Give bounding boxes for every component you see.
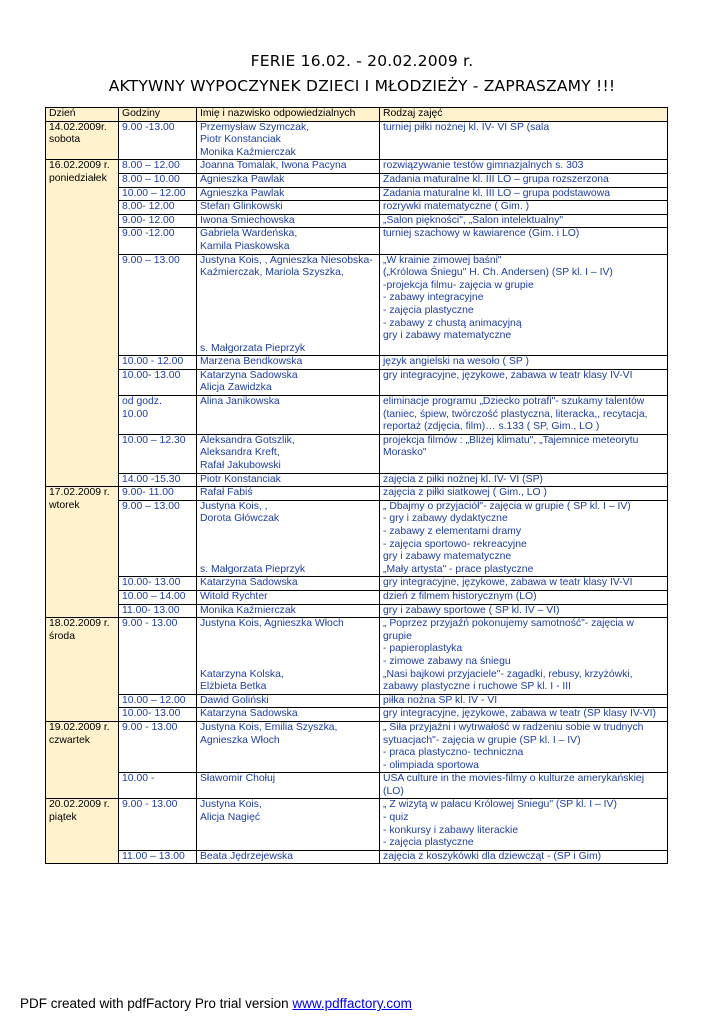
schedule-table	[45, 107, 668, 864]
header-row	[46, 108, 668, 122]
hours-cell: 10.00 – 12.30	[119, 434, 197, 473]
day-cell: 17.02.2009 r. wtorek	[46, 487, 119, 618]
day-cell: 20.02.2009 r. piątek	[46, 799, 119, 864]
names-cell: Gabriela Wardeńska, Kamila Piaskowska	[197, 228, 380, 254]
activity-cell: projekcja filmów : „Bliżej klimatu", „Tajemnice meteorytu Morasko"	[380, 434, 668, 473]
activity-cell: „ Z wizytą w pałacu Królowej Śniegu" (SP kl. I – IV) - quiz - konkursy i zabawy literackie - zajęcia plastyczne	[380, 799, 668, 850]
hours-cell: 10.00- 13.00	[119, 577, 197, 591]
table-row	[46, 369, 668, 395]
names-cell: Rafał Fabiś	[197, 487, 380, 501]
table-row	[46, 590, 668, 604]
hours-cell: 8.00 – 10.00	[119, 173, 197, 187]
activity-cell: eliminacje programu „Dziecko potrafi"- szukamy talentów (taniec, śpiew, twórczość plastyczna, literacka,, recytacja, reportaż (zdjęcia, film)… s.133 ( SP, Gim., LO )	[380, 396, 668, 435]
names-cell: Dawid Goliński	[197, 694, 380, 708]
table-row	[46, 201, 668, 215]
names-cell: Justyna Kois, Alicja Nagięć	[197, 799, 380, 850]
names-cell: Marzena Bendkowska	[197, 356, 380, 370]
table-row	[46, 708, 668, 722]
activity-cell: piłka nożna SP kl. IV - VI	[380, 694, 668, 708]
pdf-footer	[20, 996, 412, 1011]
header-activity: Rodzaj zajęć	[380, 108, 668, 122]
hours-cell: 9.00 - 13.00	[119, 721, 197, 772]
names-cell: Justyna Kois, Emilia Szyszka, Agnieszka Włoch	[197, 721, 380, 772]
hours-cell: 9.00 – 13.00	[119, 254, 197, 356]
names-cell: Agnieszka Pawlak	[197, 187, 380, 201]
hours-cell: 10.00 -	[119, 773, 197, 799]
hours-cell: 11.00- 13.00	[119, 604, 197, 618]
table-row	[46, 850, 668, 864]
hours-cell: 9.00 -13.00	[119, 121, 197, 160]
table-row	[46, 773, 668, 799]
header-names: Imię i nazwisko odpowiedzialnych	[197, 108, 380, 122]
table-row	[46, 577, 668, 591]
activity-cell: rozrywki matematyczne ( Gim. )	[380, 201, 668, 215]
activity-cell: „ Dbajmy o przyjaciół"- zajęcia w grupie ( SP kl. I – IV) - gry i zabawy dydaktyczne - zabawy z elementami dramy - zajęcia sportowo- rekreacyjne gry i zabawy matematyczne „Mały artysta" - prace plastyczne	[380, 500, 668, 577]
activity-cell: zajęcia z piłki nożnej kl. IV- VI (SP)	[380, 473, 668, 487]
page-title: FERIE 16.02. - 20.02.2009 r.	[250, 52, 474, 70]
names-cell: Joanna Tomalak, Iwona Pacyna	[197, 160, 380, 174]
table-row	[46, 721, 668, 772]
table-row	[46, 254, 668, 356]
activity-cell: gry integracyjne, językowe, zabawa w teatr klasy IV-VI	[380, 369, 668, 395]
hours-cell: 8.00- 12.00	[119, 201, 197, 215]
table-row	[46, 187, 668, 201]
table-row	[46, 121, 668, 160]
activity-cell: „ Poprzez przyjaźń pokonujemy samotność"- zajęcia w grupie - papieroplastyka - zimowe zabawy na śniegu „Nasi bajkowi przyjaciele"- zagadki, rebusy, krzyżówki, zabawy plastyczne i ruchowe SP kl. I - III	[380, 618, 668, 695]
table-row	[46, 214, 668, 228]
page-subtitle: AKTYWNY WYPOCZYNEK DZIECI I MŁODZIEŻY - ZAPRASZAMY !!!	[108, 77, 616, 95]
header-day: Dzień	[46, 108, 119, 122]
names-cell: Sławomir Chołuj	[197, 773, 380, 799]
table-row	[46, 487, 668, 501]
table-row	[46, 434, 668, 473]
table-row	[46, 473, 668, 487]
names-cell: Monika Kaźmierczak	[197, 604, 380, 618]
table-row	[46, 228, 668, 254]
activity-cell: USA culture in the movies-filmy o kulturze amerykańskiej (LO)	[380, 773, 668, 799]
table-row	[46, 799, 668, 850]
activity-cell: zajęcia z piłki siatkowej ( Gim., LO )	[380, 487, 668, 501]
activity-cell: dzień z filmem historycznym (LO)	[380, 590, 668, 604]
names-cell: Justyna Kois, , Agnieszka Niesobska- Kaźmierczak, Mariola Szyszka, s. Małgorzata Pieprzyk	[197, 254, 380, 356]
table-row	[46, 500, 668, 577]
hours-cell: 10.00 - 12.00	[119, 356, 197, 370]
names-cell: Katarzyna Sadowska	[197, 577, 380, 591]
footer-text: PDF created with pdfFactory Pro trial version	[20, 996, 293, 1011]
activity-cell: zajęcia z koszykówki dla dziewcząt - (SP i Gim)	[380, 850, 668, 864]
activity-cell: gry integracyjne, językowe, zabawa w teatr (SP klasy IV-VI)	[380, 708, 668, 722]
hours-cell: 9.00 - 13.00	[119, 618, 197, 695]
names-cell: Przemysław Szymczak, Piotr Konstanciak Monika Kaźmierczak	[197, 121, 380, 160]
table-row	[46, 173, 668, 187]
hours-cell: 11.00 – 13.00	[119, 850, 197, 864]
activity-cell: gry i zabawy sportowe ( SP kl. IV – VI)	[380, 604, 668, 618]
hours-cell: 9.00 - 13.00	[119, 799, 197, 850]
names-cell: Beata Jędrzejewska	[197, 850, 380, 864]
names-cell: Katarzyna Sadowska Alicja Zawidzka	[197, 369, 380, 395]
table-row	[46, 694, 668, 708]
activity-cell: rozwiązywanie testów gimnazjalnych s. 303	[380, 160, 668, 174]
day-cell: 16.02.2009 r. poniedziałek	[46, 160, 119, 487]
hours-cell: 14.00 -15.30	[119, 473, 197, 487]
day-cell: 18.02.2009 r. środa	[46, 618, 119, 722]
hours-cell: 10.00- 13.00	[119, 708, 197, 722]
activity-cell: język angielski na wesoło ( SP )	[380, 356, 668, 370]
table-row	[46, 356, 668, 370]
activity-cell: Zadania maturalne kl. III LO – grupa rozszerzona	[380, 173, 668, 187]
hours-cell: 9.00- 12.00	[119, 214, 197, 228]
activity-cell: „W krainie zimowej baśni" („Królowa Śniegu" H. Ch. Andersen) (SP kl. I – IV) -projekcja filmu- zajęcia w grupie - zabawy integracyjne - zajęcia plastyczne - zabawy z chustą animacyjną gry i zabawy matematyczne	[380, 254, 668, 356]
hours-cell: 9.00 -12.00	[119, 228, 197, 254]
activity-cell: turniej szachowy w kawiarence (Gim. i LO)	[380, 228, 668, 254]
names-cell: Iwona Śmiechowska	[197, 214, 380, 228]
hours-cell: 10.00 – 14.00	[119, 590, 197, 604]
names-cell: Stefan Glinkowski	[197, 201, 380, 215]
activity-cell: Zadania maturalne kl. III LO – grupa podstawowa	[380, 187, 668, 201]
activity-cell: turniej piłki nożnej kl. IV- VI SP (sala	[380, 121, 668, 160]
activity-cell: „Salon piękności", „Salon intelektualny"	[380, 214, 668, 228]
footer-link[interactable]: www.pdffactory.com	[292, 996, 412, 1011]
names-cell: Alina Janikowska	[197, 396, 380, 435]
hours-cell: od godz. 10.00	[119, 396, 197, 435]
names-cell: Agnieszka Pawlak	[197, 173, 380, 187]
header-hours: Godziny	[119, 108, 197, 122]
day-cell: 14.02.2009r. sobota	[46, 121, 119, 160]
table-row	[46, 160, 668, 174]
day-cell: 19.02.2009 r. czwartek	[46, 721, 119, 799]
names-cell: Aleksandra Gotszlik, Aleksandra Kreft, Rafał Jakubowski	[197, 434, 380, 473]
hours-cell: 10.00 – 12.00	[119, 694, 197, 708]
activity-cell: „ Siła przyjaźni i wytrwałość w radzeniu sobie w trudnych sytuacjach"- zajęcia w grupie (SP kl. I – IV) - praca plastyczno- techniczna - olimpiada sportowa	[380, 721, 668, 772]
hours-cell: 9.00- 11.00	[119, 487, 197, 501]
hours-cell: 8.00 – 12.00	[119, 160, 197, 174]
hours-cell: 10.00 – 12.00	[119, 187, 197, 201]
hours-cell: 9.00 – 13.00	[119, 500, 197, 577]
table-row	[46, 396, 668, 435]
names-cell: Piotr Konstanciak	[197, 473, 380, 487]
names-cell: Katarzyna Sadowska	[197, 708, 380, 722]
hours-cell: 10.00- 13.00	[119, 369, 197, 395]
table-row	[46, 618, 668, 695]
names-cell: Justyna Kois, Agnieszka Włoch Katarzyna Kolska, Elżbieta Betka	[197, 618, 380, 695]
activity-cell: gry integracyjne, językowe, zabawa w teatr klasy IV-VI	[380, 577, 668, 591]
names-cell: Justyna Kois, , Dorota Główczak s. Małgorzata Pieprzyk	[197, 500, 380, 577]
table-row	[46, 604, 668, 618]
names-cell: Witold Rychter	[197, 590, 380, 604]
